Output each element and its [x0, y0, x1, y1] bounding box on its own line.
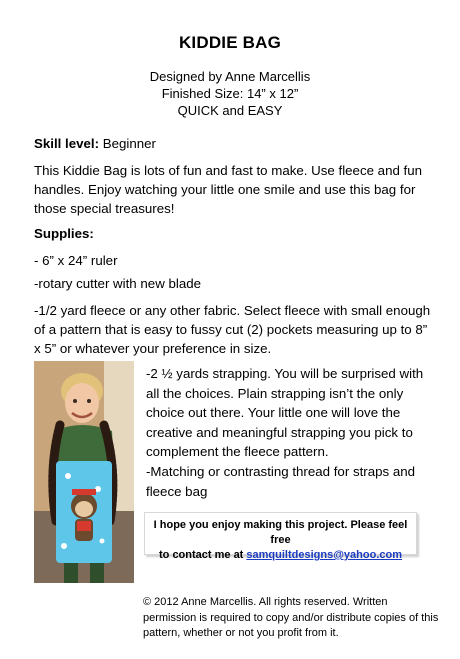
supply-strapping: -2 ½ yards strapping. You will be surprised with all the choices. Plain strapping isn’t the only choice out there. Your little one will love the creative and meaningful strapping you pick to complement the fleece pattern.: [146, 366, 424, 459]
skill-level-value: Beginner: [102, 136, 156, 151]
supply-rotary-cutter: -rotary cutter with new blade: [34, 276, 202, 291]
intro-paragraph: This Kiddie Bag is lots of fun and fast to make. Use fleece and fun handles. Enjoy watching your little one smile and use this bag for those special treasures!: [34, 163, 423, 216]
child-with-bag-photo: [34, 361, 134, 583]
contact-line-2: [145, 548, 416, 563]
contact-box: [144, 512, 417, 561]
skill-level: [34, 134, 156, 153]
contact-line-1: I hope you enjoy making this project. Please feel free: [153, 519, 408, 546]
supply-fleece: -1/2 yard fleece or any other fabric. Select fleece with small enough of a pattern that is easy to fussy cut (2) pockets measuring up to 8” x 5” or whatever your preference in size.: [34, 303, 431, 356]
supply-ruler: - 6” x 24” ruler: [34, 253, 118, 268]
quick-easy-line: QUICK and EASY: [177, 103, 283, 118]
email-link[interactable]: samquiltdesigns@yahoo.com: [246, 549, 402, 561]
finished-size-line: Finished Size: 14” x 12”: [161, 86, 299, 101]
supplies-heading: Supplies:: [34, 226, 94, 241]
byline: [0, 68, 460, 119]
copyright-notice: © 2012 Anne Marcellis. All rights reserved. Written permission is required to copy and/or distribute copies of this pattern, whether or not you profit from it.: [143, 596, 439, 639]
document-title: KIDDIE BAG: [178, 33, 282, 52]
designer-line: Designed by Anne Marcellis: [149, 69, 311, 84]
supply-thread: -Matching or contrasting thread for straps and fleece bag: [146, 464, 416, 499]
contact-prefix: to contact me at: [159, 549, 247, 561]
skill-level-label: Skill level:: [34, 136, 100, 151]
